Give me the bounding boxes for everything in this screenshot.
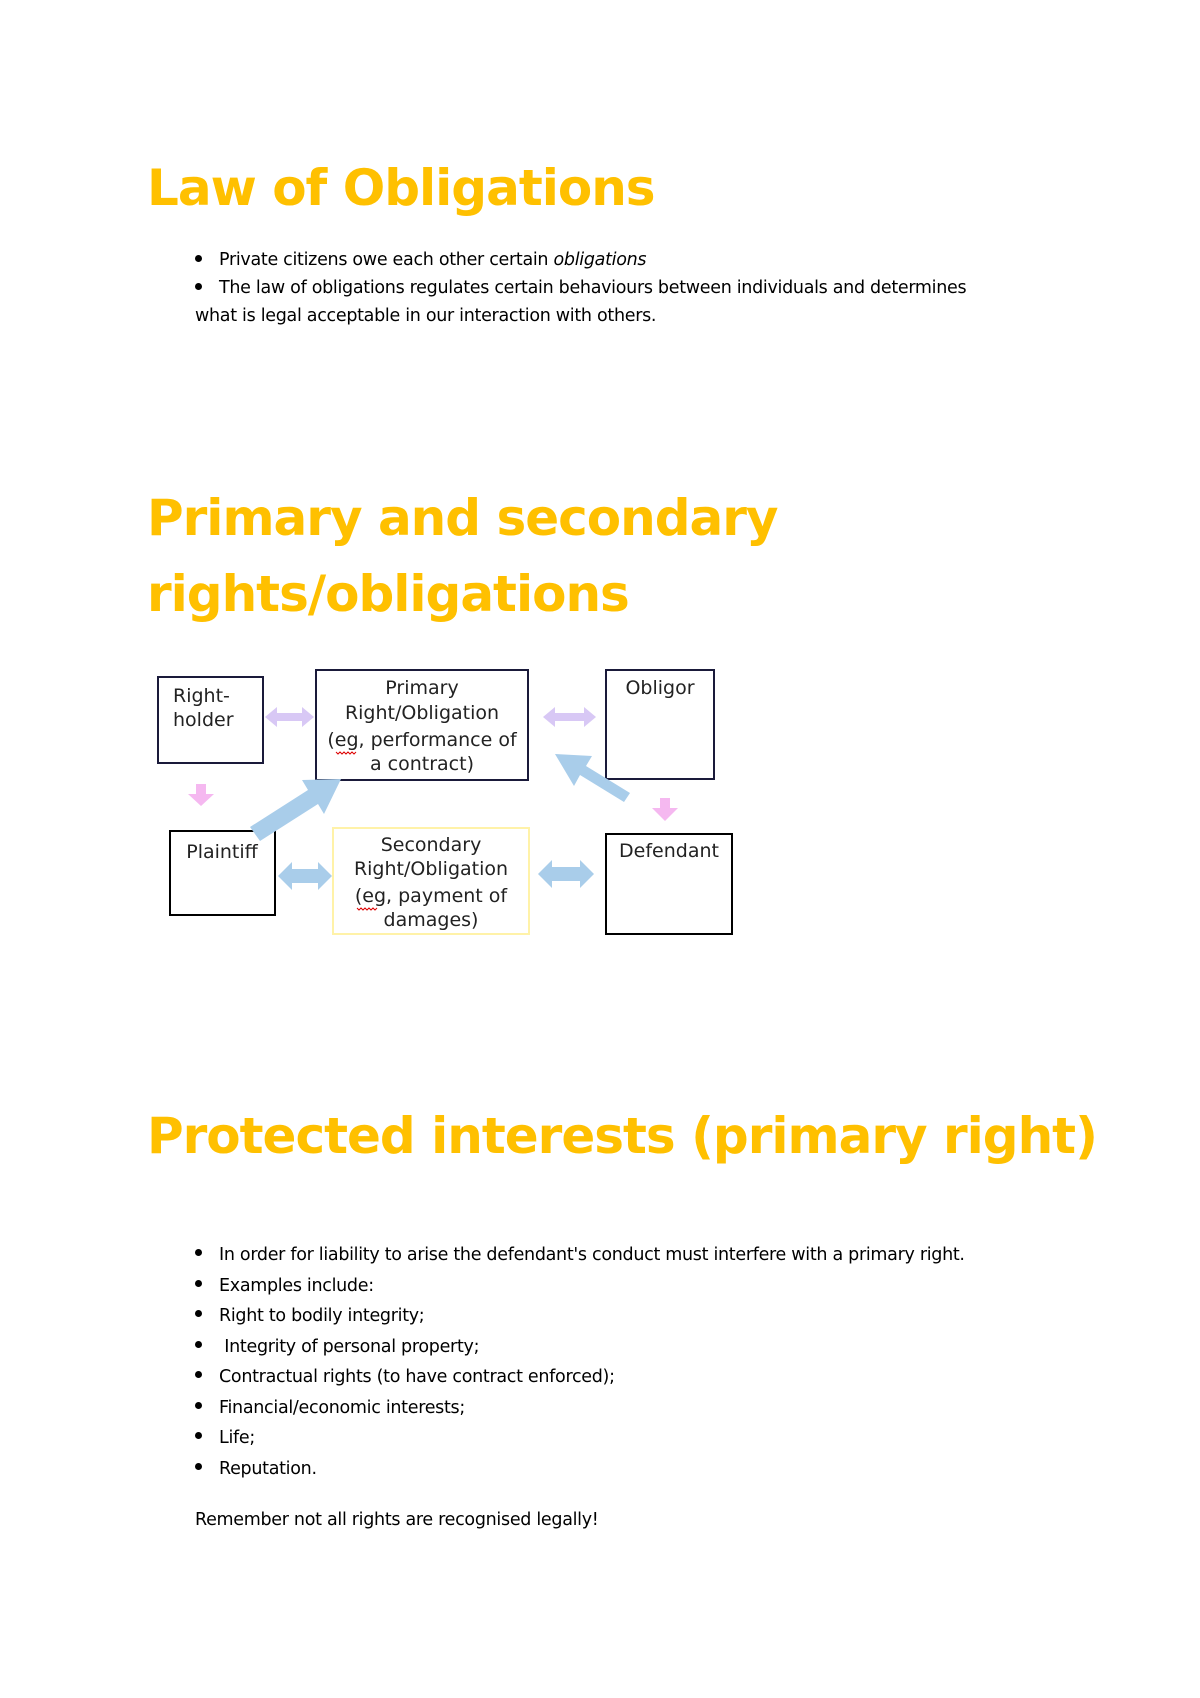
double-arrow-icon [278, 862, 332, 890]
list-item: The law of obligations regulates certain behaviours between individuals and determines what is legal acceptable in our interaction with others. [195, 278, 967, 326]
list-item: Private citizens owe each other certain obligations [219, 246, 1049, 274]
double-arrow-icon [265, 707, 314, 727]
list-item: Reputation. [219, 1454, 965, 1485]
svg-text:Right/Obligation: Right/Obligation [344, 702, 500, 724]
svg-text:Obligor: Obligor [625, 677, 695, 699]
heading-law-of-obligations: Law of Obligations [147, 159, 655, 217]
bullet-icon [195, 255, 202, 262]
rights-obligations-diagram [150, 660, 750, 950]
svg-text:Defendant: Defendant [619, 840, 719, 862]
heading-protected-interests: Protected interests (primary right) [147, 1107, 1097, 1165]
down-arrow-icon [188, 784, 214, 806]
svg-text:Primary: Primary [385, 677, 459, 699]
bullet-icon [195, 1280, 202, 1287]
list-item: Examples include: [219, 1271, 965, 1302]
svg-text:holder: holder [173, 709, 234, 731]
heading-primary-secondary: Primary and secondary rights/obligations [147, 489, 778, 623]
list-item: Life; [219, 1423, 965, 1454]
bullet-icon [195, 1249, 202, 1256]
bullet-icon [195, 1341, 202, 1348]
svg-text:(eg, payment of: (eg, payment of [354, 885, 508, 907]
list-item: Financial/economic interests; [219, 1393, 965, 1424]
diagonal-arrow-icon [250, 779, 341, 841]
svg-text:Plaintiff: Plaintiff [186, 841, 258, 863]
protected-interests-list [219, 1240, 965, 1484]
obligations-list [195, 246, 1049, 330]
list-item: Right to bodily integrity; [219, 1301, 965, 1332]
svg-text:damages): damages) [383, 909, 479, 931]
bullet-icon [195, 1463, 202, 1470]
svg-text:Right/Obligation: Right/Obligation [353, 858, 509, 880]
bullet-icon [195, 1371, 202, 1378]
closing-note: Remember not all rights are recognised legally! [195, 1510, 599, 1530]
bullet-icon [195, 283, 202, 290]
svg-text:(eg, performance of: (eg, performance of [327, 729, 517, 751]
svg-text:Right-: Right- [173, 685, 230, 707]
bullet-icon [195, 1432, 202, 1439]
svg-text:a contract): a contract) [369, 753, 475, 775]
bullet-icon [195, 1310, 202, 1317]
double-arrow-icon [538, 860, 594, 888]
list-item: Integrity of personal property; [219, 1332, 965, 1363]
double-arrow-icon [543, 707, 596, 727]
svg-text:Secondary: Secondary [380, 834, 482, 856]
list-item: Contractual rights (to have contract enforced); [219, 1362, 965, 1393]
down-arrow-icon [652, 798, 678, 821]
list-item: In order for liability to arise the defendant's conduct must interfere with a primary right. [219, 1240, 965, 1271]
bullet-icon [195, 1402, 202, 1409]
